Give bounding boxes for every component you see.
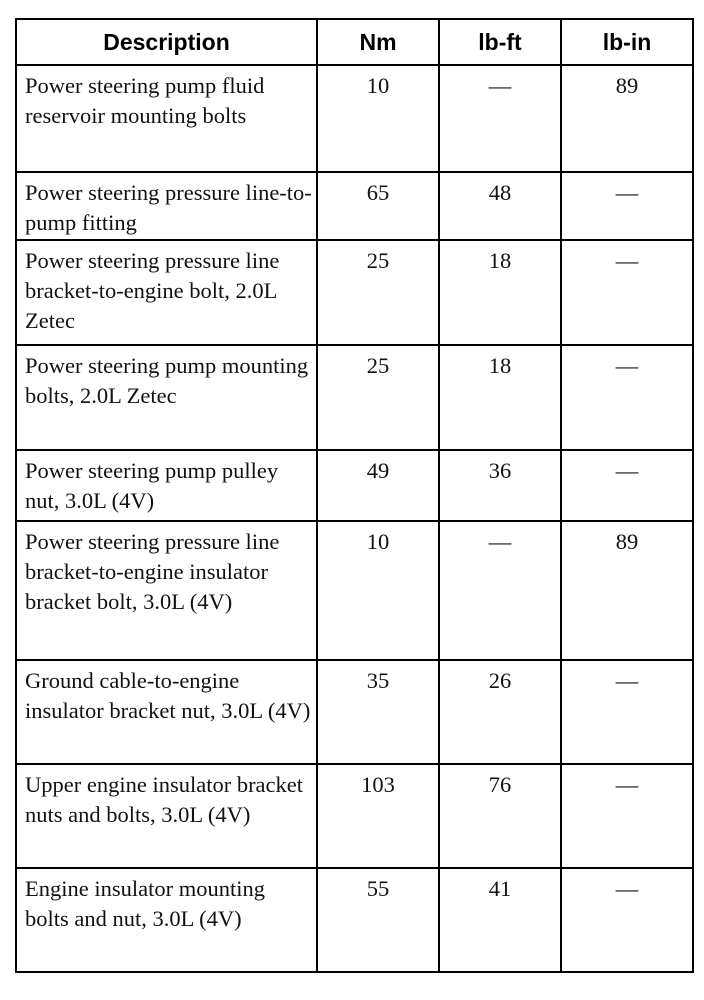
lb-in-cell: —	[561, 764, 693, 868]
lb-in-cell: —	[561, 660, 693, 764]
lb-in-cell: —	[561, 172, 693, 240]
table-row	[16, 65, 693, 172]
table-row	[16, 450, 693, 521]
lb-in-cell: 89	[561, 65, 693, 172]
description-cell: Power steering pressure line bracket-to-engine bolt, 2.0L Zetec	[16, 240, 317, 345]
lb-ft-cell: 76	[439, 764, 561, 868]
nm-cell: 49	[317, 450, 439, 521]
nm-cell: 103	[317, 764, 439, 868]
lb-ft-cell: 26	[439, 660, 561, 764]
table-row	[16, 868, 693, 972]
lb-ft-cell: 48	[439, 172, 561, 240]
lb-in-cell: —	[561, 868, 693, 972]
lb-ft-cell: 41	[439, 868, 561, 972]
torque-spec-table	[15, 18, 694, 973]
header-row	[16, 19, 693, 65]
description-cell: Power steering pressure line-to-pump fitting	[16, 172, 317, 240]
header-nm: Nm	[317, 19, 439, 65]
table-row	[16, 764, 693, 868]
lb-in-cell: —	[561, 345, 693, 450]
nm-cell: 25	[317, 345, 439, 450]
description-cell: Upper engine insulator bracket nuts and bolts, 3.0L (4V)	[16, 764, 317, 868]
nm-cell: 55	[317, 868, 439, 972]
table-row	[16, 172, 693, 240]
nm-cell: 65	[317, 172, 439, 240]
lb-ft-cell: 36	[439, 450, 561, 521]
lb-in-cell: —	[561, 240, 693, 345]
description-cell: Power steering pump pulley nut, 3.0L (4V)	[16, 450, 317, 521]
table-row	[16, 660, 693, 764]
lb-ft-cell: 18	[439, 240, 561, 345]
lb-ft-cell: —	[439, 521, 561, 660]
nm-cell: 10	[317, 65, 439, 172]
nm-cell: 10	[317, 521, 439, 660]
description-cell: Power steering pump mounting bolts, 2.0L Zetec	[16, 345, 317, 450]
table-row	[16, 521, 693, 660]
header-lb-ft: lb-ft	[439, 19, 561, 65]
description-cell: Engine insulator mounting bolts and nut, 3.0L (4V)	[16, 868, 317, 972]
table-row	[16, 345, 693, 450]
header-lb-in: lb-in	[561, 19, 693, 65]
lb-ft-cell: —	[439, 65, 561, 172]
lb-in-cell: 89	[561, 521, 693, 660]
table-row	[16, 240, 693, 345]
description-cell: Power steering pump fluid reservoir mounting bolts	[16, 65, 317, 172]
header-description: Description	[16, 19, 317, 65]
nm-cell: 35	[317, 660, 439, 764]
description-cell: Ground cable-to-engine insulator bracket nut, 3.0L (4V)	[16, 660, 317, 764]
lb-ft-cell: 18	[439, 345, 561, 450]
description-cell: Power steering pressure line bracket-to-engine insulator bracket bolt, 3.0L (4V)	[16, 521, 317, 660]
lb-in-cell: —	[561, 450, 693, 521]
nm-cell: 25	[317, 240, 439, 345]
